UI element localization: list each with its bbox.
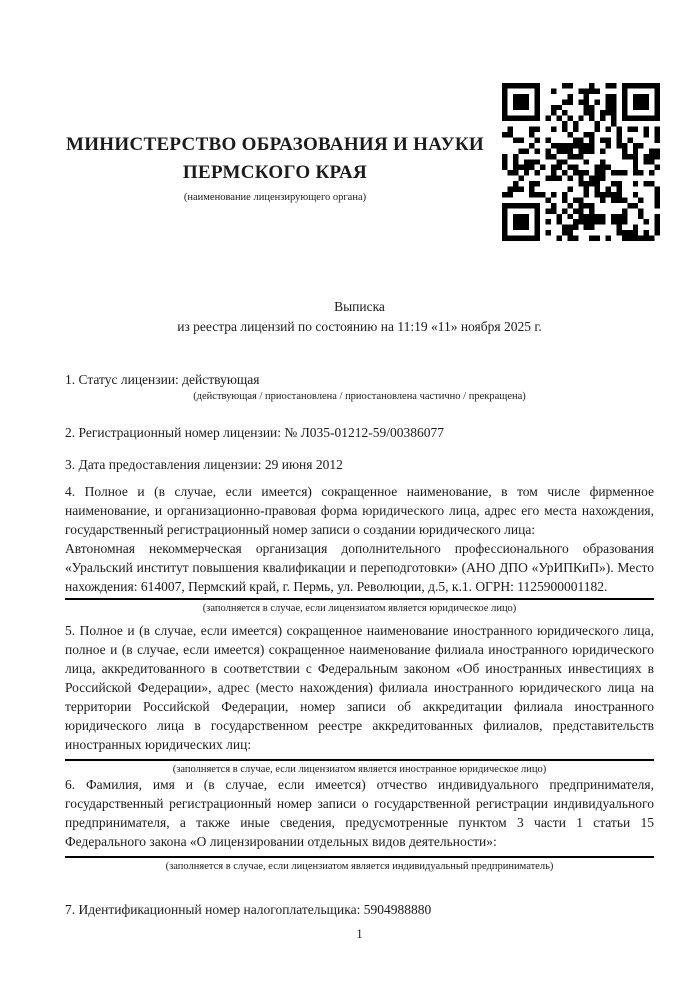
item-3-license-date: 3. Дата предоставления лицензии: 29 июня 2012 (65, 457, 343, 472)
item-6-label: 6. Фамилия, имя и (в случае, если имеется) отчество индивидуального предпринимателя, государственный регистрационный номер записи о государственной регистрации индивидуального предпринимателя, а также иные сведения, предусмотренные пунктом 3 части 1 статьи 15 Федерального закона «О лицензировании отдельных видов деятельности»: (65, 777, 654, 849)
ministry-name-line1: МИНИСТЕРСТВО ОБРАЗОВАНИЯ И НАУКИ (65, 134, 485, 155)
item-4-field-rule (65, 598, 654, 600)
qr-code (502, 83, 660, 241)
item-4-caption: (заполняется в случае, если лицензиатом является юридическое лицо) (202, 603, 517, 614)
document-title (65, 297, 654, 337)
licensing-authority-header (65, 131, 485, 204)
item-5-label: 5. Полное и (в случае, если имеется) сокращенное наименование иностранного юридического лица, полное и (в случае, если имеется) сокращенное наименование филиала иностранного юридического лица, аккредитованного в соответствии с Федеральным законом «Об иностранных инвестициях в Российской Федерации», адрес (место нахождения) филиала иностранного юридического лица на территории Российской Федерации, номер записи об аккредитации филиала иностранного юридического лица в государственном реестре аккредитованных филиалов, представительств иностранных юридических лиц: (65, 623, 654, 752)
item-4-legal-entity (65, 482, 654, 615)
item-4-value: Автономная некоммерческая организация дополнительного профессионального образования «Уральский институт повышения квалификации и переподготовки» (АНО ДПО «УрИПКиП»). Место нахождения: 614007, Пермский край, г. Пермь, ул. Революции, д.5, к.1. ОГРН: 1125900001182. (65, 541, 654, 594)
document-title-line2: из реестра лицензий по состоянию на 11:19 «11» ноября 2025 г. (177, 319, 542, 334)
item-7-taxpayer-number: 7. Идентификационный номер налогоплательщика: 5904988880 (65, 902, 432, 917)
item-5-foreign-entity (65, 621, 654, 776)
document-title-line1: Выписка (334, 299, 385, 314)
ministry-name-line2: ПЕРМСКОГО КРАЯ (182, 162, 368, 183)
item-6-individual-entrepreneur (65, 775, 654, 873)
ministry-caption: (наименование лицензирующего органа) (183, 192, 367, 203)
item-1-license-status: 1. Статус лицензии: действующая (65, 372, 260, 387)
item-6-caption: (заполняется в случае, если лицензиатом является индивидуальный предприниматель) (165, 861, 554, 872)
item-5-caption: (заполняется в случае, если лицензиатом является иностранное юридическое лицо) (172, 764, 547, 775)
item-1-caption: (действующая / приостановлена / приостановлена частично / прекращена) (193, 391, 526, 402)
item-6-field-rule (65, 856, 654, 858)
page-number: 1 (356, 927, 363, 941)
item-5-field-rule (65, 759, 654, 761)
item-2-registration-number: 2. Регистрационный номер лицензии: № Л035-01212-59/00386077 (65, 425, 445, 440)
item-4-label: 4. Полное и (в случае, если имеется) сокращенное наименование, в том числе фирменное наименование, и организационно-правовая форма юридического лица, адрес его места нахождения, государственный регистрационный номер записи о создании юридического лица: (65, 484, 654, 537)
